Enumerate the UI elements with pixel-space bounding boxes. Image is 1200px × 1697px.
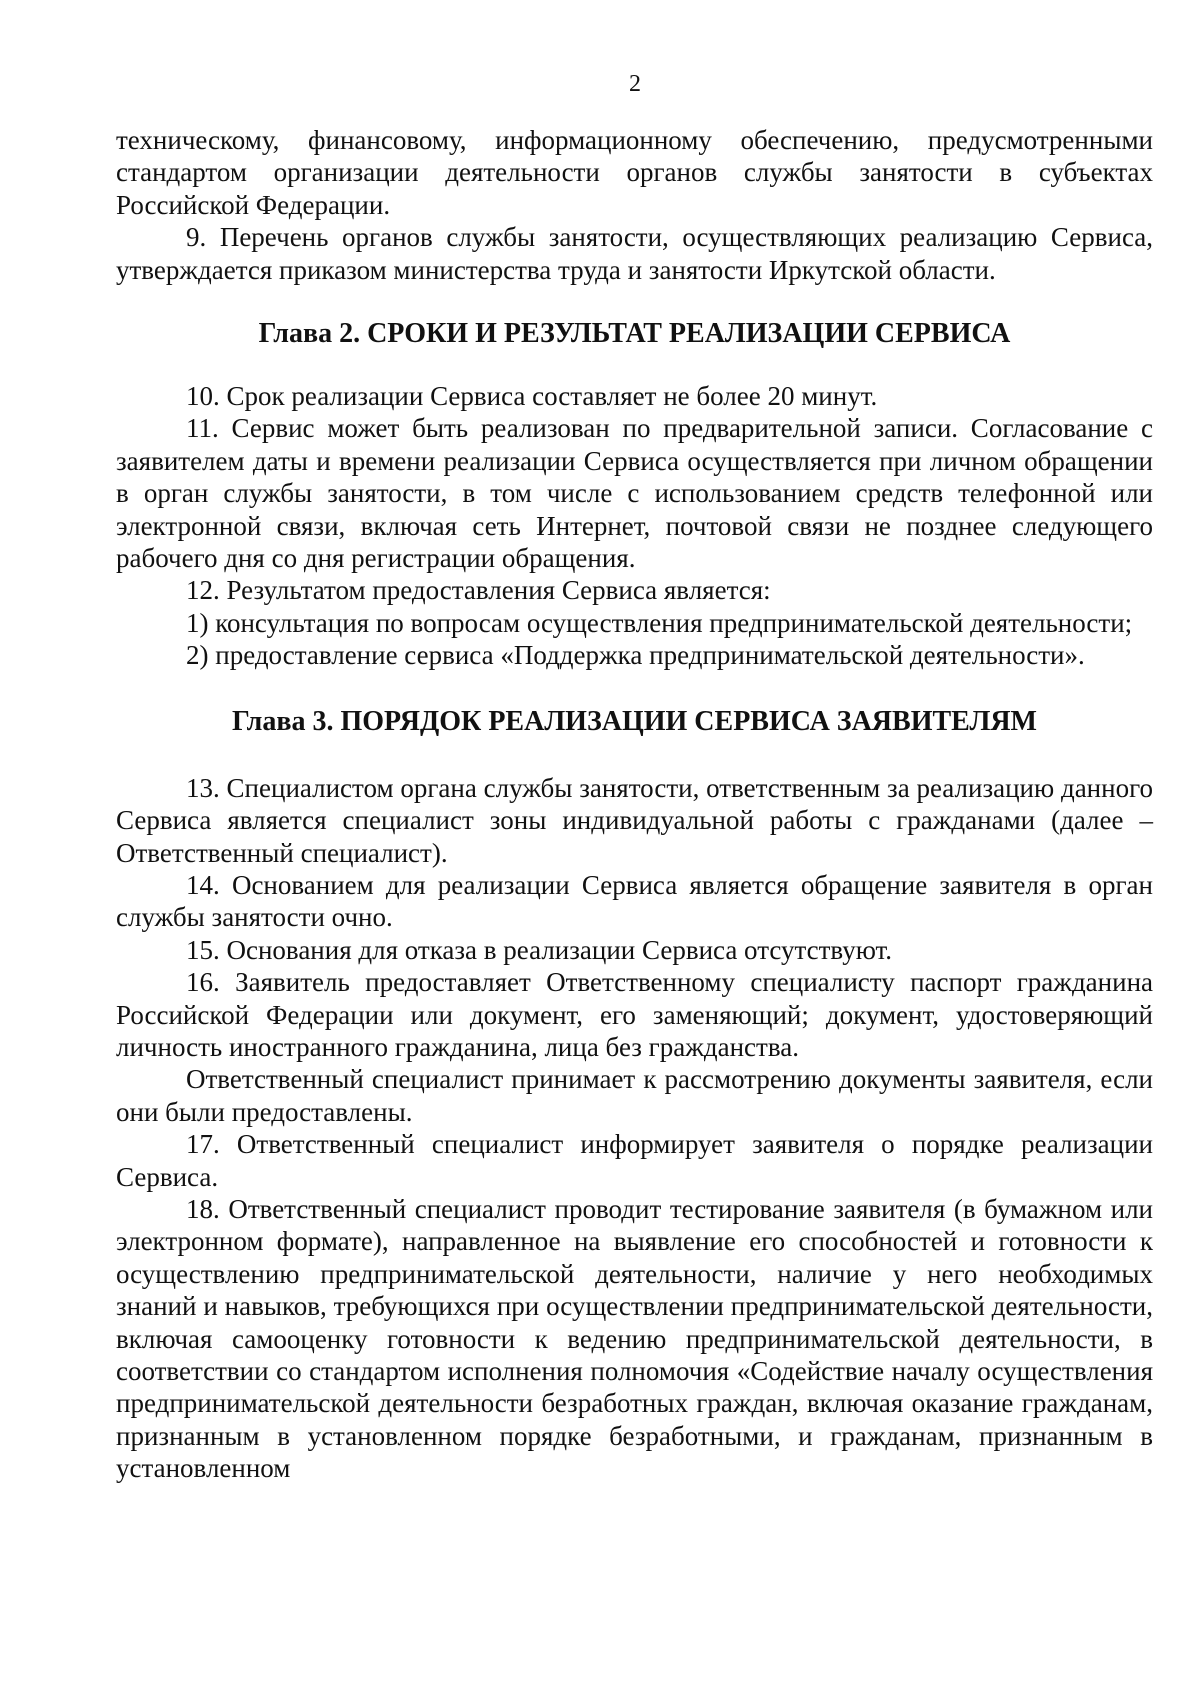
paragraph-item-10: 10. Срок реализации Сервиса составляет не более 20 минут.: [186, 381, 878, 412]
paragraph-item-16-note: Ответственный специалист принимает к рассмотрению документы заявителя, если они были предоставлены.: [116, 1064, 1153, 1127]
paragraph-item-14: 14. Основанием для реализации Сервиса является обращение заявителя в орган службы занятости очно.: [116, 869, 1153, 933]
paragraph-subitem-2: 2) предоставление сервиса «Поддержка предпринимательской деятельности».: [186, 640, 1085, 671]
chapter-3-heading: Глава 3. ПОРЯДОК РЕАЛИЗАЦИИ СЕРВИСА ЗАЯВИТЕЛЯМ: [232, 705, 1037, 737]
paragraph-item-12: 12. Результатом предоставления Сервиса является:: [186, 575, 771, 606]
document-body: [116, 124, 1153, 1485]
paragraph-item-16: 16. Заявитель предоставляет Ответственному специалисту паспорт гражданина Российской Федерации или документ, его заменяющий; документ, удостоверяющий личность иностранного гражданина, лица без гражданства.: [116, 967, 1153, 1062]
paragraph-continuation: техническому, финансовому, информационному обеспечению, предусмотренными стандартом организации деятельности органов службы занятости в субъектах Российской Федерации.: [116, 125, 1153, 220]
paragraph-item-17: 17. Ответственный специалист информирует заявителя о порядке реализации Сервиса.: [116, 1129, 1153, 1192]
paragraph-item-13: 13. Специалистом органа службы занятости, ответственным за реализацию данного Сервиса является специалист зоны индивидуальной работы с гражданами (далее – Ответственный специалист).: [116, 772, 1153, 868]
page-number: 2: [629, 71, 641, 97]
paragraph-item-11: 11. Сервис может быть реализован по предварительной записи. Согласование с заявителем даты и времени реализации Сервиса осуществляется при личном обращении в орган службы занятости, в том числе с использованием средств телефонной или электронной связи, включая сеть Интернет, почтовой связи не позднее следующего рабочего дня со дня регистрации обращения.: [116, 413, 1153, 574]
chapter-2-heading: Глава 2. СРОКИ И РЕЗУЛЬТАТ РЕАЛИЗАЦИИ СЕРВИСА: [258, 318, 1011, 350]
paragraph-item-18: 18. Ответственный специалист проводит тестирование заявителя (в бумажном или электронном формате), направленное на выявление его способностей и готовности к осуществлению предпринимательской деятельности, наличие у него необходимых знаний и навыков, требующихся при осуществлении предпринимательской деятельности, включая самооценку готовности к ведению предпринимательской деятельности, в соответствии со стандартом исполнения полномочия «Содействие началу осуществления предпринимательской деятельности безработных граждан, включая оказание гражданам, признанным в установленном порядке безработными, и гражданам, признанным в установленном: [116, 1193, 1153, 1484]
paragraph-subitem-1: 1) консультация по вопросам осуществления предпринимательской деятельности;: [186, 607, 1133, 638]
paragraph-item-9: 9. Перечень органов службы занятости, осуществляющих реализацию Сервиса, утверждается приказом министерства труда и занятости Иркутской области.: [116, 222, 1153, 285]
paragraph-item-15: 15. Основания для отказа в реализации Сервиса отсутствуют.: [186, 934, 893, 965]
